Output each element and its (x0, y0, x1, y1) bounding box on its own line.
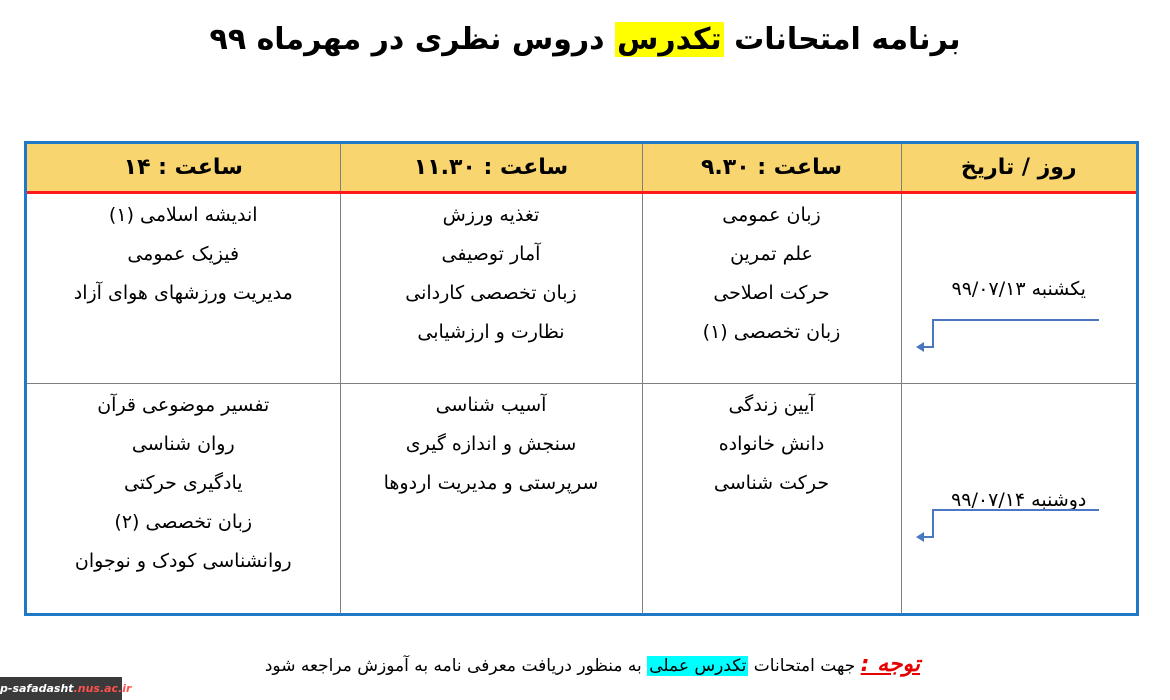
header-1130: ساعت : ۱۱.۳۰ (340, 144, 642, 193)
note-label: توجه : (860, 652, 920, 677)
course-item: آسیب شناسی (435, 394, 547, 416)
title-highlight: تکدرس (616, 22, 722, 57)
course-item: علم تمرین (730, 243, 813, 265)
course-item: دانش خانواده (718, 433, 825, 455)
site-watermark (0, 677, 132, 700)
course-item: مدیریت ورزشهای هوای آزاد (73, 282, 293, 304)
return-arrow-icon (916, 508, 1101, 542)
date-text: دوشنبه ۹۹/۰۷/۱۴ (951, 488, 1087, 511)
course-cell (642, 193, 901, 384)
schedule-table-frame (24, 141, 1139, 616)
course-item: روان شناسی (131, 433, 235, 455)
table-header-row (27, 144, 1136, 193)
table-row (27, 193, 1136, 384)
course-item: حرکت شناسی (713, 472, 830, 494)
title-prefix: برنامه امتحانات (723, 22, 961, 57)
date-text: یکشنبه ۹۹/۰۷/۱۳ (951, 278, 1086, 300)
course-item: یادگیری حرکتی (123, 472, 243, 494)
course-cell (27, 193, 340, 384)
course-cell (340, 384, 642, 615)
course-item: حرکت اصلاحی (713, 282, 830, 304)
note-before: جهت امتحانات (748, 656, 861, 676)
note-after: به منظور دریافت معرفی نامه به آموزش مراجعه شود (264, 656, 648, 676)
course-cell (642, 384, 901, 615)
date-cell (901, 384, 1136, 615)
course-item: سرپرستی و مدیریت اردوها (383, 472, 599, 494)
course-item: روانشناسی کودک و نوجوان (74, 550, 292, 572)
return-arrow-icon (916, 318, 1101, 352)
header-date: روز / تاریخ (901, 144, 1136, 193)
course-item: زبان تخصصی (۲) (114, 511, 253, 533)
footer-note (265, 652, 920, 677)
title-suffix: دروس نظری در مهرماه ۹۹ (209, 22, 615, 57)
course-item: نظارت و ارزشیابی (417, 321, 565, 343)
table-row (27, 384, 1136, 615)
course-item: تفسیر موضوعی قرآن (97, 394, 270, 416)
course-item: زبان تخصصی کاردانی (405, 282, 577, 304)
course-item: زبان تخصصی (۱) (702, 321, 841, 343)
site-domain: .nus.ac.ir (73, 682, 132, 695)
header-930: ساعت : ۹.۳۰ (642, 144, 901, 193)
course-item: زبان عمومی (722, 204, 821, 226)
page-title (0, 22, 1170, 57)
course-cell (27, 384, 340, 615)
course-item: سنجش و اندازه گیری (405, 433, 577, 455)
course-cell (340, 193, 642, 384)
course-item: تغذیه ورزش (442, 204, 540, 226)
course-item: اندیشه اسلامی (۱) (108, 204, 258, 226)
header-14: ساعت : ۱۴ (27, 144, 340, 193)
course-item: آیین زندگی (728, 394, 815, 416)
course-item: فیزیک عمومی (127, 243, 240, 265)
course-item: آمار توصیفی (441, 243, 541, 265)
schedule-table (27, 144, 1136, 614)
note-highlight: تکدرس عملی (649, 656, 747, 676)
date-cell (901, 193, 1136, 384)
site-name: p-safadasht (0, 682, 74, 695)
